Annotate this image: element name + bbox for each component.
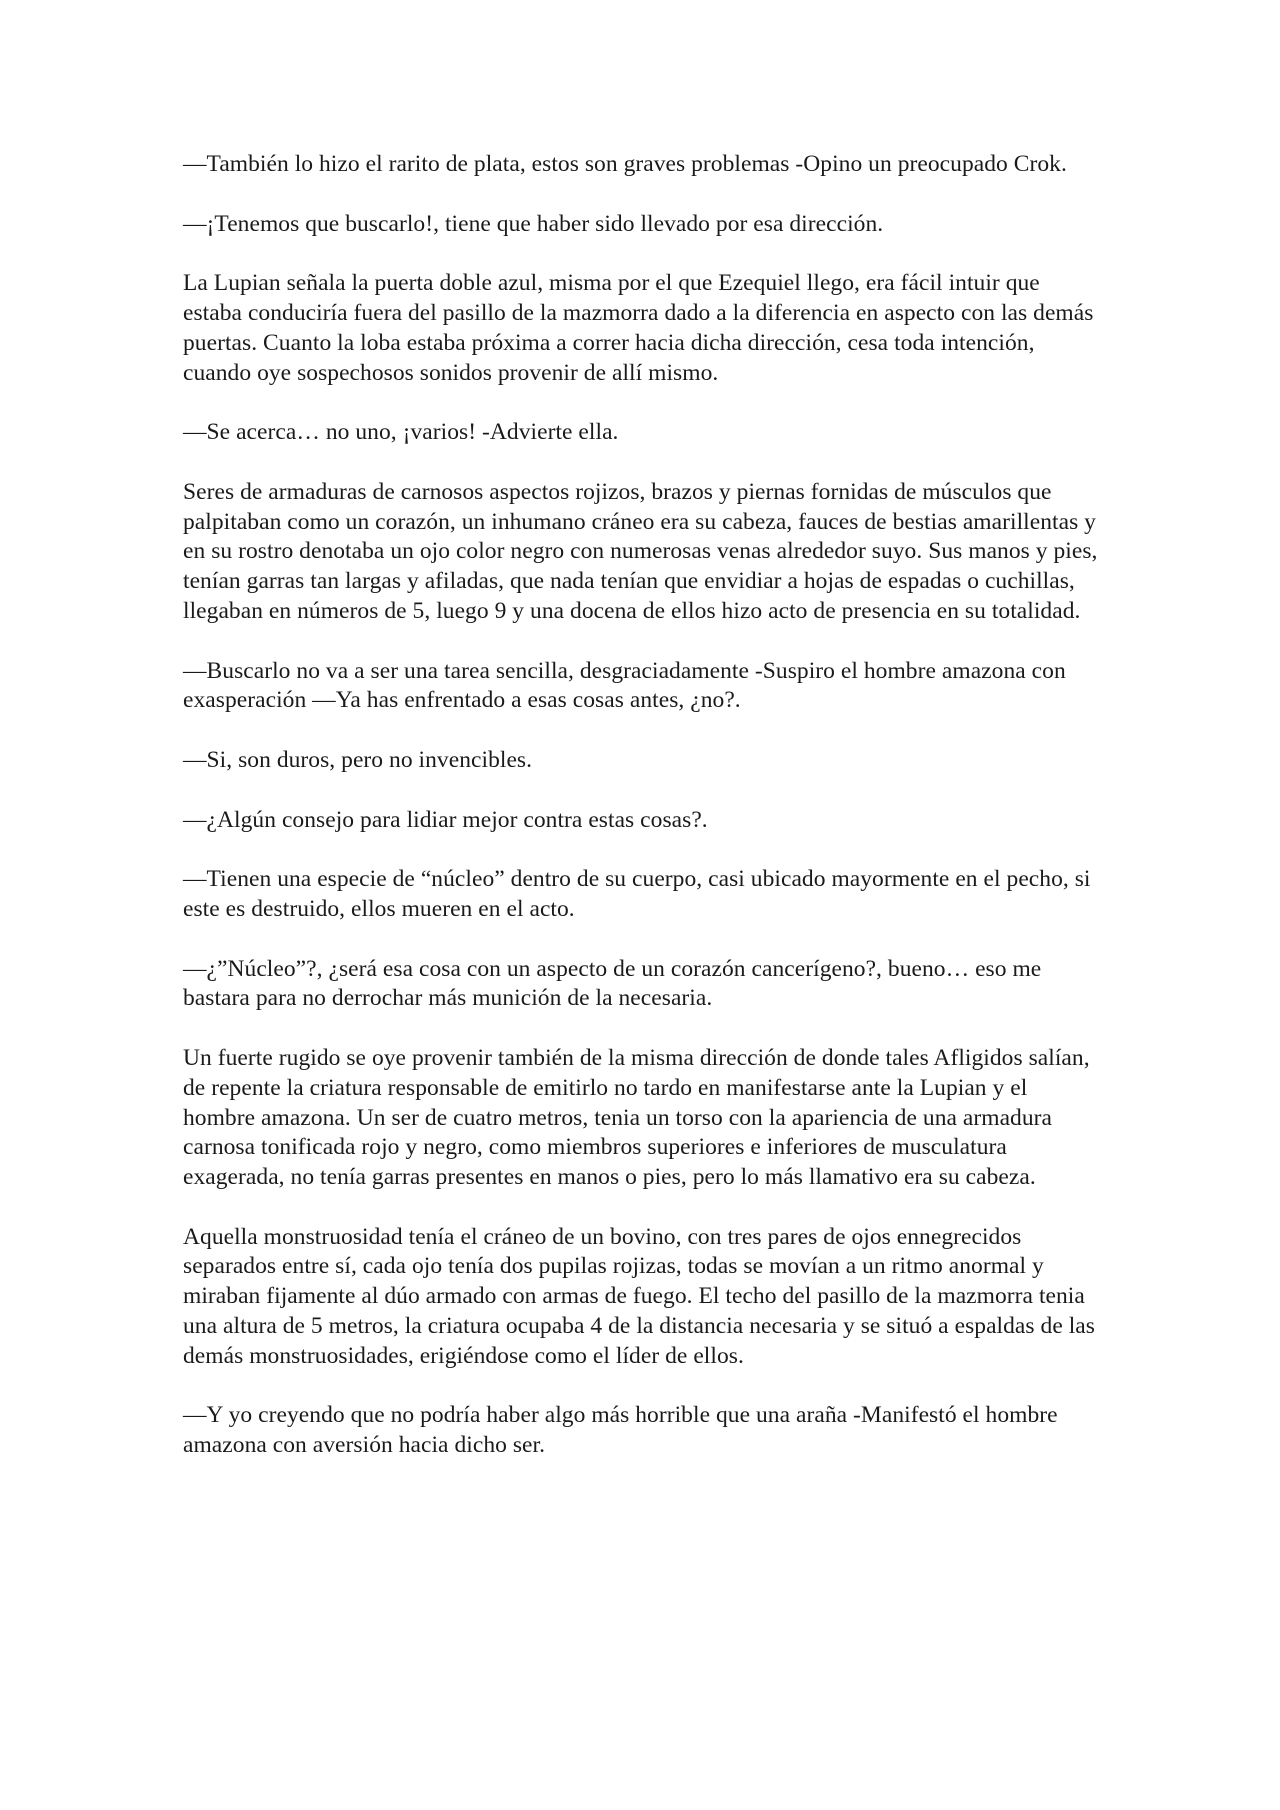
paragraph: —¿Algún consejo para lidiar mejor contra estas cosas?. bbox=[183, 806, 708, 833]
paragraph: —Buscarlo no va a ser una tarea sencilla, desgraciadamente -Suspiro el hombre amazona con exasperación —Ya has enfrentado a esas cosas antes, ¿no?. bbox=[183, 657, 1066, 714]
paragraph: Aquella monstruosidad tenía el cráneo de un bovino, con tres pares de ojos ennegrecidos separados entre sí, cada ojo tenía dos pupilas rojizas, todas se movían a un ritmo anormal y miraban fijamente al dúo armado con armas de fuego. El techo del pasillo de la mazmorra tenia una altura de 5 metros, la criatura ocupaba 4 de la distancia necesaria y se situó a espaldas de las demás monstruosidades, erigiéndose como el líder de ellos. bbox=[183, 1223, 1095, 1369]
paragraph: —¿”Núcleo”?, ¿será esa cosa con un aspecto de un corazón cancerígeno?, bueno… eso me bastara para no derrochar más munición de la necesaria. bbox=[183, 955, 1042, 1012]
paragraph: —Y yo creyendo que no podría haber algo más horrible que una araña -Manifestó el hombre amazona con aversión hacia dicho ser. bbox=[183, 1402, 1058, 1459]
paragraph: Un fuerte rugido se oye provenir también de la misma dirección de donde tales Afligidos salían, de repente la criatura responsable de emitirlo no tardo en manifestarse ante la Lupian y el hombre amazona. Un ser de cuatro metros, tenia un torso con la apariencia de una armadura carnosa tonificada rojo y negro, como miembros superiores e inferiores de musculatura exagerada, no tenía garras presentes en manos o pies, pero lo más llamativo era su cabeza. bbox=[183, 1044, 1090, 1191]
paragraph: —¡Tenemos que buscarlo!, tiene que haber sido llevado por esa dirección. bbox=[183, 210, 884, 237]
paragraph: Seres de armaduras de carnosos aspectos rojizos, brazos y piernas fornidas de músculos que palpitaban como un corazón, un inhumano cráneo era su cabeza, fauces de bestias amarillentas y en su rostro denotaba un ojo color negro con numerosas venas alrededor suyo. Sus manos y pies, tenían garras tan largas y afiladas, que nada tenían que envidiar a hojas de espadas o cuchillas, llegaban en números de 5, luego 9 y una docena de ellos hizo acto de presencia en su totalidad. bbox=[183, 478, 1098, 624]
paragraph: —También lo hizo el rarito de plata, estos son graves problemas -Opino un preocupado Crok. bbox=[183, 151, 1067, 177]
document-body bbox=[183, 150, 1103, 1461]
paragraph: La Lupian señala la puerta doble azul, misma por el que Ezequiel llego, era fácil intuir que estaba conduciría fuera del pasillo de la mazmorra dado a la diferencia en aspecto con las demás puertas. Cuanto la loba estaba próxima a correr hacia dicha dirección, cesa toda intención, cuando oye sospechosos sonidos provenir de allí mismo. bbox=[183, 270, 1094, 386]
paragraph: —Si, son duros, pero no invencibles. bbox=[183, 746, 533, 773]
paragraph: —Se acerca… no uno, ¡varios! -Advierte ella. bbox=[183, 419, 619, 446]
paragraph: —Tienen una especie de “núcleo” dentro de su cuerpo, casi ubicado mayormente en el pecho, si este es destruido, ellos mueren en el acto. bbox=[183, 866, 1091, 922]
